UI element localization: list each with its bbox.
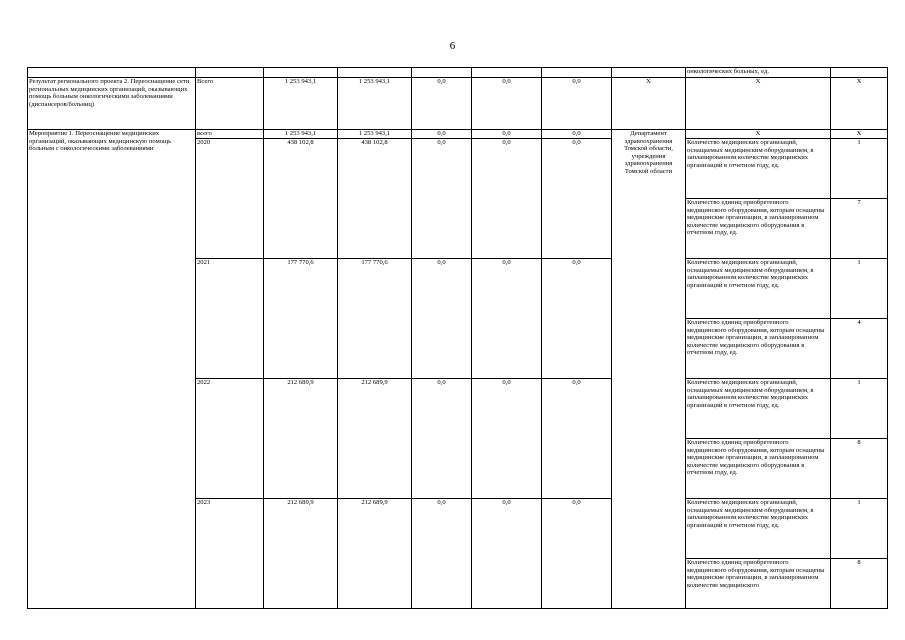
value-cell: 0,0	[542, 379, 612, 499]
total-cell: 1 253 943,1	[264, 130, 338, 139]
value-cell: 0,0	[542, 78, 612, 130]
event-total-row	[28, 130, 888, 139]
indicator-cell: Количество медицинских организаций, оснащаемых медицинским оборудованием, в запланированном количестве медицинских организаций в отчетном году, ед.	[686, 379, 831, 439]
target-value-cell: 8	[831, 559, 888, 609]
executor-cell: Департамент здравоохранения Томской области, учреждения здравоохранения Томской области	[612, 130, 686, 609]
total-cell: 212 689,9	[264, 499, 338, 609]
result-row	[28, 78, 888, 130]
indicator-cell: Количество медицинских организаций, оснащаемых медицинским оборудованием, в запланированном количестве медицинских организаций в отчетном году, ед.	[686, 259, 831, 319]
value-cell: 212 689,9	[338, 379, 412, 499]
value-cell: 0,0	[412, 78, 472, 130]
year-cell: 2021	[196, 259, 264, 379]
total-cell: 1 253 943,1	[264, 78, 338, 130]
value-cell: 0,0	[542, 139, 612, 259]
indicator-cell: Х	[686, 78, 831, 130]
target-value-cell: 1	[831, 499, 888, 559]
indicator-cell: Количество единиц приобретенного медицинского оборудования, которым оснащены медицинские организации, в запланированном количестве медицинского оборудования в отчетном году, ед.	[686, 319, 831, 379]
event-name: Мероприятие 1. Переоснащение медицинских организаций, оказывающих медицинскую помощь больным с онкологическими заболеваниями	[28, 130, 196, 609]
page-number: 6	[449, 40, 456, 52]
target-value-cell: 1	[831, 139, 888, 199]
value-cell: 0,0	[472, 379, 542, 499]
target-value-cell: 4	[831, 319, 888, 379]
year-cell: 2020	[196, 139, 264, 259]
target-value-cell: 1	[831, 379, 888, 439]
value-cell: 438 102,8	[338, 139, 412, 259]
value-cell: 177 770,6	[338, 259, 412, 379]
value-cell: 0,0	[542, 130, 612, 139]
value-cell: 0,0	[412, 130, 472, 139]
year-cell: 2022	[196, 379, 264, 499]
indicator-cell: Количество медицинских организаций, оснащаемых медицинским оборудованием, в запланированном количестве медицинских организаций в отчетном году, ед.	[686, 499, 831, 559]
total-cell: 438 102,8	[264, 139, 338, 259]
value-cell: 0,0	[412, 499, 472, 609]
value-cell: 0,0	[412, 259, 472, 379]
program-table	[27, 67, 888, 609]
value-cell: 0,0	[412, 379, 472, 499]
year-cell: 2023	[196, 499, 264, 609]
target-value-cell: Х	[831, 130, 888, 139]
value-cell: 0,0	[472, 499, 542, 609]
target-value-cell: 1	[831, 259, 888, 319]
total-cell: 177 770,6	[264, 259, 338, 379]
value-cell: 1 253 943,1	[338, 130, 412, 139]
target-value-cell: 7	[831, 199, 888, 259]
executor-cell: Х	[612, 78, 686, 130]
value-cell: 0,0	[542, 259, 612, 379]
value-cell: 0,0	[472, 78, 542, 130]
result-name: Результат регионального проекта 2. Переоснащение сети региональных медицинских организаций, оказывающих помощь больным онкологическими заболеваниями (диспансеров/больниц)	[28, 78, 196, 130]
indicator-cell: Х	[686, 130, 831, 139]
indicator-cell: Количество единиц приобретенного медицинского оборудования, которым оснащены медицинские организации, в запланированном количестве медицинского	[686, 559, 831, 609]
target-value-cell: Х	[831, 78, 888, 130]
value-cell: 0,0	[412, 139, 472, 259]
value-cell: 212 689,9	[338, 499, 412, 609]
period-cell: всего	[196, 130, 264, 139]
indicator-cell: Количество медицинских организаций, оснащаемых медицинским оборудованием, в запланированном количестве медицинских организаций в отчетном году, ед.	[686, 139, 831, 199]
value-cell: 1 253 943,1	[338, 78, 412, 130]
indicator-cell: онкологических больных, ед.	[686, 68, 831, 78]
value-cell: 0,0	[472, 139, 542, 259]
value-cell: 0,0	[472, 259, 542, 379]
period-cell: Всего	[196, 78, 264, 130]
total-cell: 212 689,9	[264, 379, 338, 499]
value-cell: 0,0	[472, 130, 542, 139]
target-value-cell: 8	[831, 439, 888, 499]
table-row	[28, 68, 888, 78]
value-cell: 0,0	[542, 499, 612, 609]
indicator-cell: Количество единиц приобретенного медицинского оборудования, которым оснащены медицинские организации, в запланированном количестве медицинского оборудования в отчетном году, ед.	[686, 199, 831, 259]
indicator-cell: Количество единиц приобретенного медицинского оборудования, которым оснащены медицинские организации, в запланированном количестве медицинского оборудования в отчетном году, ед.	[686, 439, 831, 499]
